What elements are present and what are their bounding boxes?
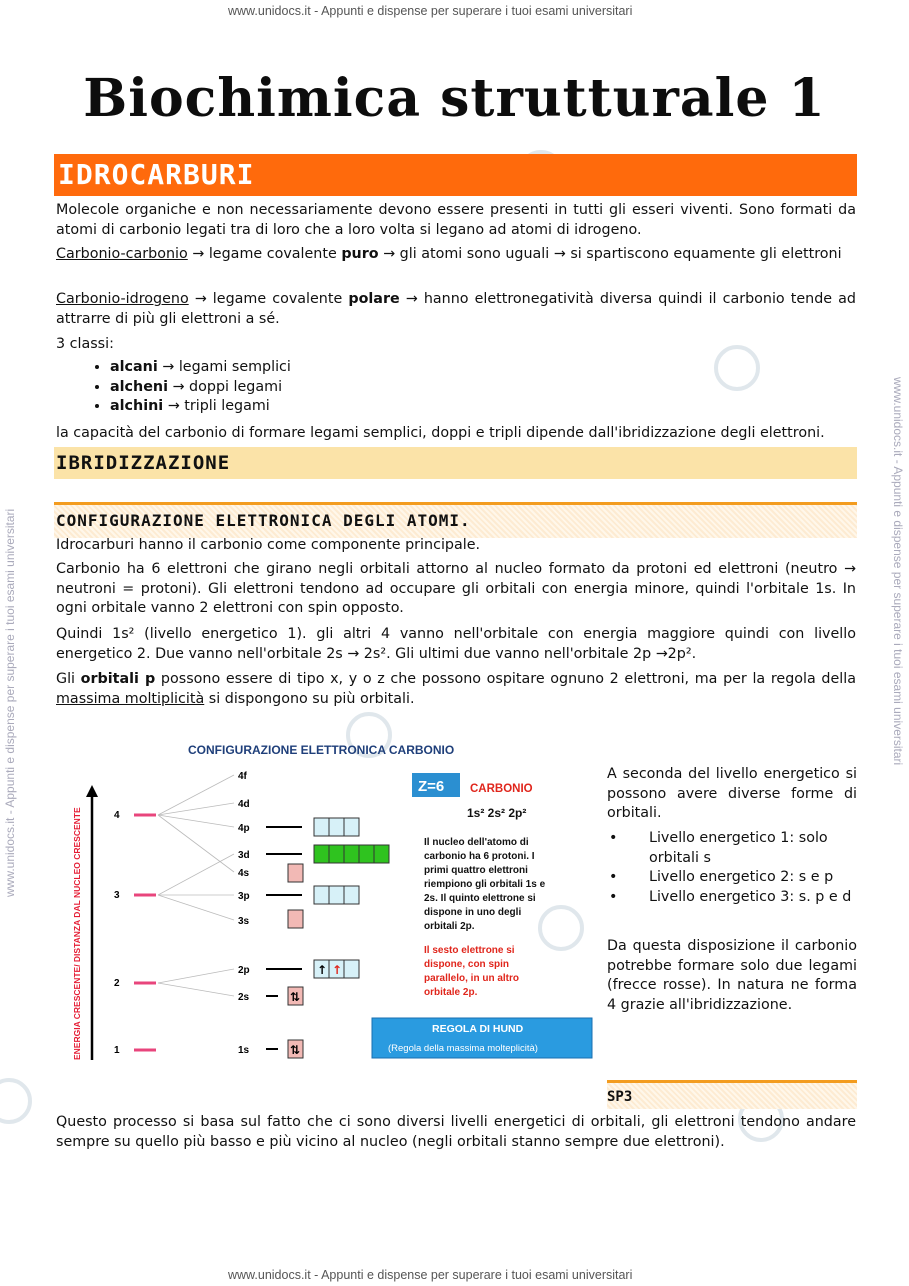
orbital-label: 3p xyxy=(238,891,250,902)
svg-text:parallelo, in un altro: parallelo, in un altro xyxy=(424,973,520,984)
list-classes xyxy=(86,358,291,417)
svg-text:primi quattro elettroni: primi quattro elettroni xyxy=(424,865,528,876)
hund-title: REGOLA DI HUND xyxy=(432,1023,524,1035)
section-heading-sp3: SP3 xyxy=(607,1080,857,1109)
paragraph-elettroni: Carbonio ha 6 elettroni che girano negli orbitali attorno al nucleo formato da protoni ed elettroni (neutro → neutroni = protoni). Gli elettroni tendono ad occupare gli orbitali con energia minore, quindi l'orbitale 1s. In ogni orbitale vanno 2 elettroni con spin opposto. xyxy=(56,561,856,616)
electron-config: 1s² 2s² 2p² xyxy=(467,806,527,820)
paragraph-processo: Questo processo si basa sul fatto che ci sono diversi livelli energetici di orbitali, gli elettroni tendono andare sempre su quello più basso e più vicino al nucleo (negli orbitali stanno sempre due elettroni). xyxy=(56,1114,856,1150)
paragraph-classi: 3 classi: xyxy=(56,336,114,352)
figure-description-red xyxy=(424,945,519,998)
atomic-number: Z=6 xyxy=(418,778,445,795)
list-item: • Livello energetico 1: solo orbitali s xyxy=(607,829,857,868)
svg-text:carbonio ha 6 protoni. I: carbonio ha 6 protoni. I xyxy=(424,851,535,862)
svg-text:Il sesto elettrone si: Il sesto elettrone si xyxy=(424,945,515,956)
page-title: Biochimica strutturale 1 xyxy=(83,68,826,129)
level-label: 3 xyxy=(114,890,120,901)
orbital-label: 4d xyxy=(238,799,250,810)
axis-arrow-icon xyxy=(86,785,98,797)
orbital-connectors xyxy=(158,775,234,996)
axis-label: ENERGIA CRESCENTE/ DISTANZA DAL NUCLEO CRESCENTE xyxy=(72,807,82,1060)
svg-text:riempiono gli orbitali 1s e: riempiono gli orbitali 1s e xyxy=(424,879,546,890)
list-item: • alcheni → doppi legami xyxy=(110,378,291,398)
paragraph-carbonio-carbonio: Carbonio-carbonio → legame covalente puro → gli atomi sono uguali → si spartiscono equamente gli elettroni xyxy=(56,246,842,262)
paragraph-orbitali-p: Gli orbitali p possono essere di tipo x, y o z che possono ospitare ognuno 2 elettroni, ma per la regola della massima moltiplicità si dispongono su più orbitali. xyxy=(56,671,856,707)
section-heading-ibridizzazione: IBRIDIZZAZIONE xyxy=(54,447,857,479)
orbital-label: 2s xyxy=(238,992,250,1003)
hund-subtitle: (Regola della massima molteplicità) xyxy=(388,1043,538,1054)
orbital-label: 3d xyxy=(238,850,250,861)
figure-description xyxy=(424,837,546,932)
orbital-label: 1s xyxy=(238,1045,250,1056)
svg-text:dispone, con spin: dispone, con spin xyxy=(424,959,510,970)
paragraph-carbonio-idrogeno: Carbonio-idrogeno → legame covalente polare → hanno elettronegatività diversa quindi il carbonio tende ad attrarre di più gli elettroni a sé. xyxy=(56,291,856,327)
svg-text:↑: ↑ xyxy=(317,963,328,977)
orbital-label: 4f xyxy=(238,771,247,782)
section-heading-idrocarburi: IDROCARBURI xyxy=(54,154,857,196)
paragraph-livelli: Quindi 1s² (livello energetico 1). gli altri 4 vanno nell'orbitale con energia maggiore quindi con livello energetico 2. Due vanno nell'orbitale 2s → 2s². Gli ultimi due vanno nell'orbitale 2p →2p². xyxy=(56,626,856,662)
orbital-label: 4s xyxy=(238,868,250,879)
figure-title: CONFIGURAZIONE ELETTRONICA CARBONIO xyxy=(188,743,455,757)
section-heading-configurazione: CONFIGURAZIONE ELETTRONICA DEGLI ATOMI. xyxy=(54,502,857,538)
element-name: CARBONIO xyxy=(470,783,533,795)
watermark-left: www.unidocs.it - Appunti e dispense per superare i tuoi esami universitari xyxy=(3,508,17,897)
watermark-logo-icon xyxy=(0,1078,32,1124)
side-intro: A seconda del livello energetico si possono avere diverse forme di orbitali. xyxy=(607,766,857,821)
list-item: • Livello energetico 3: s. p e d xyxy=(607,888,857,908)
level-label: 1 xyxy=(114,1045,120,1056)
svg-text:Il nucleo dell'atomo di: Il nucleo dell'atomo di xyxy=(424,837,529,848)
svg-text:⇅: ⇅ xyxy=(290,990,301,1004)
paragraph-carbonio-componente: Idrocarburi hanno il carbonio come componente principale. xyxy=(56,537,481,553)
list-item: • alcani → legami semplici xyxy=(110,358,291,378)
watermark-right: www.unidocs.it - Appunti e dispense per superare i tuoi esami universitari xyxy=(891,377,905,766)
orbital-label: 4p xyxy=(238,823,250,834)
electron-configuration-figure xyxy=(62,735,602,1070)
watermark-top: www.unidocs.it - Appunti e dispense per superare i tuoi esami universitari xyxy=(228,4,633,18)
level-label: 4 xyxy=(114,810,120,821)
paragraph-ibridizzazione-note: la capacità del carbonio di formare legami semplici, doppi e tripli dipende dall'ibridizzazione degli elettroni. xyxy=(56,425,825,441)
svg-text:orbitali 2p.: orbitali 2p. xyxy=(424,921,475,932)
orbital-dashes xyxy=(266,827,302,1049)
orbital-label: 3s xyxy=(238,916,250,927)
svg-text:↑: ↑ xyxy=(332,963,343,977)
watermark-bottom: www.unidocs.it - Appunti e dispense per superare i tuoi esami universitari xyxy=(228,1268,633,1282)
paragraph-intro: Molecole organiche e non necessariamente devono essere presenti in tutti gli esseri viventi. Sono formati da atomi di carbonio legati tra di loro che a loro volta si legano ad atomi di idrogeno. xyxy=(56,202,856,238)
orbital-label: 2p xyxy=(238,965,250,976)
svg-text:2s. Il quinto elettrone si: 2s. Il quinto elettrone si xyxy=(424,893,536,904)
side-list xyxy=(607,829,857,907)
list-item: • alchini → tripli legami xyxy=(110,397,291,417)
list-item: • Livello energetico 2: s e p xyxy=(607,868,857,888)
side-outro: Da questa disposizione il carbonio potrebbe formare solo due legami (frecce rosse). In natura ne forma 4 grazie all'ibridizzazione. xyxy=(607,938,857,1013)
svg-text:orbitale 2p.: orbitale 2p. xyxy=(424,987,478,998)
svg-text:dispone in uno degli: dispone in uno degli xyxy=(424,907,522,918)
level-label: 2 xyxy=(114,978,120,989)
svg-text:⇅: ⇅ xyxy=(290,1043,301,1057)
